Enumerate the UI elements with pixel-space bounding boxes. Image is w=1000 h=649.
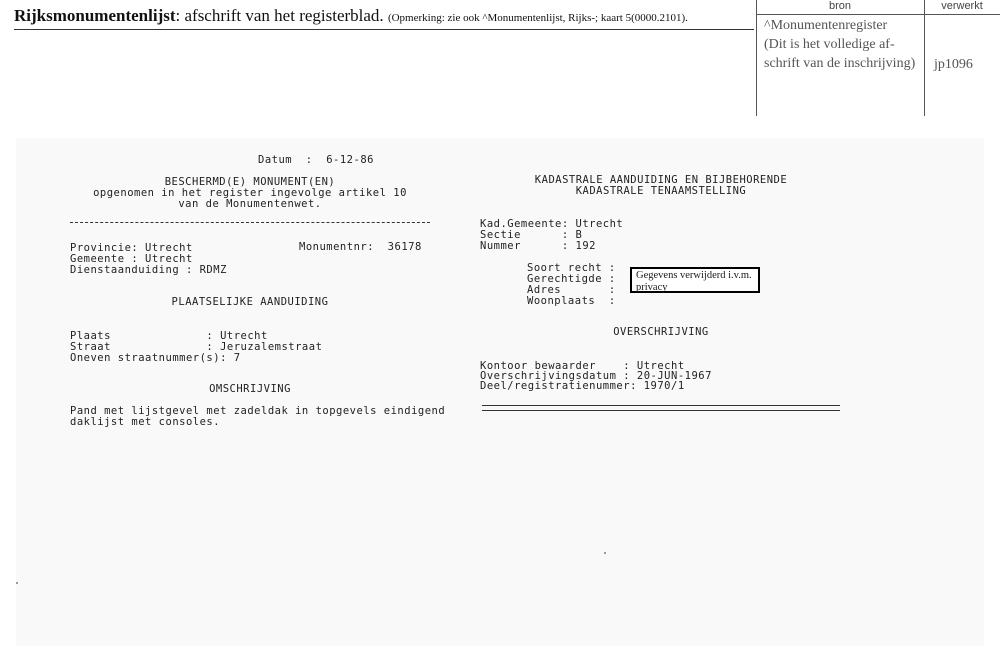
straat: Straat : Jeruzalemstraat [70, 341, 323, 353]
omschrijving-line-1: Pand met lijstgevel met zadeldak in topgevels eindigend [70, 405, 446, 417]
omschrijving-line-2: daklijst met consoles. [70, 416, 221, 428]
monument-title: BESCHERMD(E) MONUMENT(EN) [164, 176, 336, 188]
title-note: (Opmerking: zie ook ^Monumentenlijst, Rijks-; kaart 5(0000.2101). [387, 12, 688, 24]
plaats: Plaats : Utrecht [70, 330, 268, 342]
double-divider [482, 405, 840, 411]
sectie: Sectie : B [480, 229, 583, 241]
source-line-2: (Dit is het volledige af- [764, 37, 895, 52]
title-bold: Rijksmonumentenlijst [14, 6, 176, 25]
kad-gemeente: Kad.Gemeente: Utrecht [480, 218, 624, 230]
woonplaats: Woonplaats : [527, 295, 616, 307]
omschrijving-heading: OMSCHRIJVING [209, 383, 291, 395]
title-rest: : afschrift van het registerblad. [175, 6, 384, 25]
bron-header: bron [828, 0, 852, 12]
kadaster-heading-2: KADASTRALE TENAAMSTELLING [575, 185, 747, 197]
source-box [756, 0, 1000, 116]
gemeente: Gemeente : Utrecht [70, 253, 193, 265]
privacy-redaction-box: Gegevens verwijderd i.v.m. privacy [630, 267, 760, 293]
adres: Adres : [527, 284, 616, 296]
box-divider [924, 0, 925, 116]
deel-registratienummer: Deel/registratienummer: 1970/1 [480, 380, 685, 392]
page-title [14, 6, 688, 26]
monument-subtitle-2: van de Monumentenwet. [178, 198, 322, 210]
datum: Datum : 6-12-86 [258, 154, 374, 166]
monumentnr: Monumentnr: 36178 [299, 241, 422, 253]
gerechtigde: Gerechtigde : [527, 273, 616, 285]
provincie: Provincie: Utrecht [70, 242, 193, 254]
kadaster-heading-1: KADASTRALE AANDUIDING EN BIJBEHORENDE [534, 174, 788, 186]
dashed-divider [70, 222, 430, 223]
plaatselijke-heading: PLAATSELIJKE AANDUIDING [171, 296, 329, 308]
overschrijvingsdatum: Overschrijvingsdatum : 20-JUN-1967 [480, 370, 712, 382]
scan-speck [604, 552, 606, 554]
dienstaanduiding: Dienstaanduiding : RDMZ [70, 264, 227, 276]
source-line-3: schrift van de inschrijving) [764, 56, 916, 71]
verwerkt-header: verwerkt [941, 0, 983, 12]
box-border-left [756, 0, 757, 116]
scan-speck [16, 582, 18, 584]
header-rule [14, 29, 754, 30]
soort-recht: Soort recht : [527, 262, 616, 274]
kantoor-bewaarder: Kontoor bewaarder : Utrecht [480, 360, 685, 372]
source-line-1: ^Monumentenregister [764, 18, 888, 33]
monument-subtitle-1: opgenomen in het register ingevolge artikel 10 [93, 187, 407, 199]
oneven-straatnummer: Oneven straatnummer(s): 7 [70, 352, 241, 364]
box-header-rule [756, 14, 1000, 15]
processed-code: jp1096 [934, 57, 973, 72]
nummer: Nummer : 192 [480, 240, 596, 252]
overschrijving-heading: OVERSCHRIJVING [613, 326, 709, 338]
